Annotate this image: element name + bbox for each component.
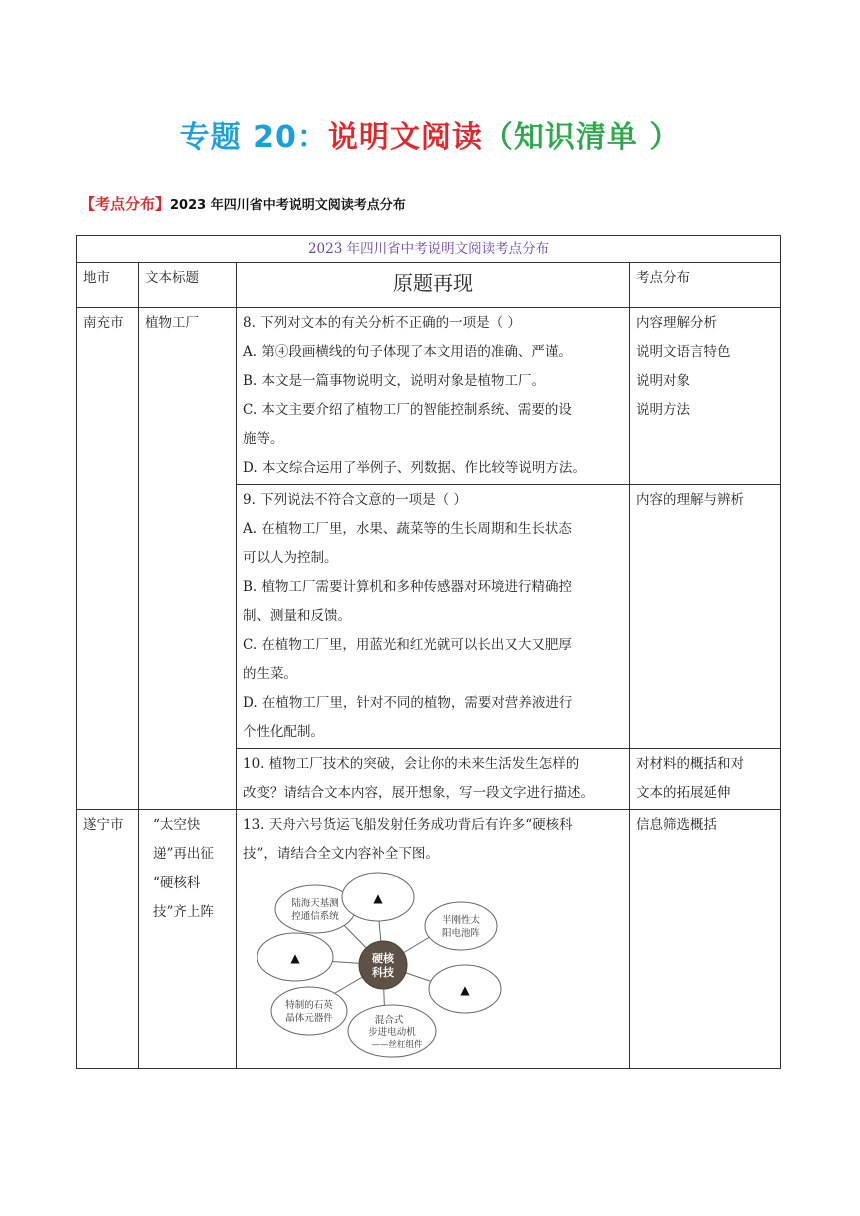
- node-label: 阳电池阵: [441, 928, 481, 939]
- node-label: 晶体元器件: [285, 1013, 333, 1024]
- center-label: 硬核: [372, 952, 394, 965]
- node-label: 步进电动机: [368, 1027, 416, 1038]
- city-cell: 南充市: [77, 308, 139, 810]
- section-heading: [80, 193, 406, 214]
- text-title-line: “硬核科: [153, 875, 201, 891]
- node-label: 半刚性太: [441, 915, 481, 926]
- center-label: 科技: [372, 966, 394, 979]
- question-line: 13. 天舟六号货运飞船发射任务成功背后有许多“硬核科: [243, 817, 573, 833]
- question-line: D. 本文综合运用了举例子、列数据、作比较等说明方法。: [243, 460, 586, 476]
- table-row: [77, 308, 781, 485]
- node-label: 特制的石英: [285, 1000, 333, 1011]
- question-line: C. 本文主要介绍了植物工厂的智能控制系统、需要的设: [243, 402, 572, 418]
- point-item: 内容的理解与辨析: [636, 492, 744, 508]
- title-prefix: 专题 20：: [179, 120, 328, 155]
- question-line: A. 在植物工厂里，水果、蔬菜等的生长周期和生长状态: [243, 521, 572, 537]
- points-cell: [630, 749, 781, 810]
- question-line: B. 植物工厂需要计算机和多种传感器对环境进行精确控: [243, 579, 573, 595]
- node-label: 控通信系统: [291, 911, 339, 922]
- point-item: 内容理解分析: [636, 315, 717, 331]
- section-text: 2023 年四川省中考说明文阅读考点分布: [170, 198, 406, 213]
- node-ellipse: [425, 902, 497, 950]
- blank-marker: ▲: [460, 983, 470, 997]
- question-line: 的生菜。: [243, 666, 297, 682]
- text-title-line: “太空快: [153, 817, 201, 833]
- point-item: 对材料的概括和对: [636, 756, 744, 772]
- text-title-line: 递”再出征: [153, 846, 214, 862]
- node-ellipse: [271, 987, 347, 1035]
- title-suffix: （知识清单 ）: [482, 120, 681, 155]
- question-line: D. 在植物工厂里，针对不同的植物，需要对营养液进行: [243, 695, 573, 711]
- blank-marker: ▲: [373, 891, 383, 905]
- header-city: 地市: [77, 263, 139, 308]
- question-line: 制、测量和反馈。: [243, 608, 351, 624]
- text-title-cell: [139, 810, 237, 1069]
- page-title: [0, 112, 860, 156]
- question-line: 9. 下列说法不符合文意的一项是（ ）: [243, 492, 467, 508]
- table-row: [77, 810, 781, 1069]
- question-cell: [237, 485, 630, 749]
- question-line: 可以人为控制。: [243, 550, 338, 566]
- exam-points-table: [76, 235, 781, 1069]
- text-title-line: 技”齐上阵: [153, 904, 214, 920]
- point-item: 说明文语言特色: [636, 344, 731, 360]
- points-cell: [630, 810, 781, 1069]
- question-line: 改变？请结合文本内容，展开想象，写一段文字进行描述。: [243, 785, 594, 801]
- question-line: B. 本文是一篇事物说明文，说明对象是植物工厂。: [243, 373, 546, 389]
- header-points: 考点分布: [630, 263, 781, 308]
- node-label: 陆海天基测: [291, 898, 339, 909]
- point-item: 信息筛选概括: [636, 817, 717, 833]
- question-line: 10. 植物工厂技术的突破，会让你的未来生活发生怎样的: [243, 756, 580, 772]
- table-caption: 2023 年四川省中考说明文阅读考点分布: [77, 236, 781, 263]
- question-line: A. 第④段画横线的句子体现了本文用语的准确、严谨。: [243, 344, 572, 360]
- question-cell: [237, 308, 630, 485]
- question-line: 施等。: [243, 431, 284, 447]
- header-text-title: 文本标题: [139, 263, 237, 308]
- title-main: 说明文阅读: [327, 120, 483, 155]
- section-tag: 【考点分布】: [80, 195, 171, 213]
- points-cell: [630, 308, 781, 485]
- header-question: 原题再现: [237, 263, 630, 308]
- city-cell: 遂宁市: [77, 810, 139, 1069]
- point-item: 文本的拓展延伸: [636, 785, 731, 801]
- question-cell: [237, 749, 630, 810]
- blank-marker: ▲: [290, 951, 300, 965]
- point-item: 说明方法: [636, 402, 690, 418]
- node-label: ——丝杠组件: [371, 1040, 423, 1050]
- center-node: [359, 941, 407, 989]
- text-title-cell: 植物工厂: [139, 308, 237, 810]
- question-line: 个性化配制。: [243, 724, 324, 740]
- points-cell: [630, 485, 781, 749]
- node-label: 混合式: [374, 1015, 404, 1026]
- question-line: 技”，请结合全文内容补全下图。: [243, 846, 439, 862]
- point-item: 说明对象: [636, 373, 690, 389]
- question-line: 8. 下列对文本的有关分析不正确的一项是（ ）: [243, 315, 521, 331]
- question-cell: [237, 810, 630, 1069]
- question-line: C. 在植物工厂里，用蓝光和红光就可以长出又大又肥厚: [243, 637, 572, 653]
- tech-mind-map-diagram: [257, 871, 507, 1061]
